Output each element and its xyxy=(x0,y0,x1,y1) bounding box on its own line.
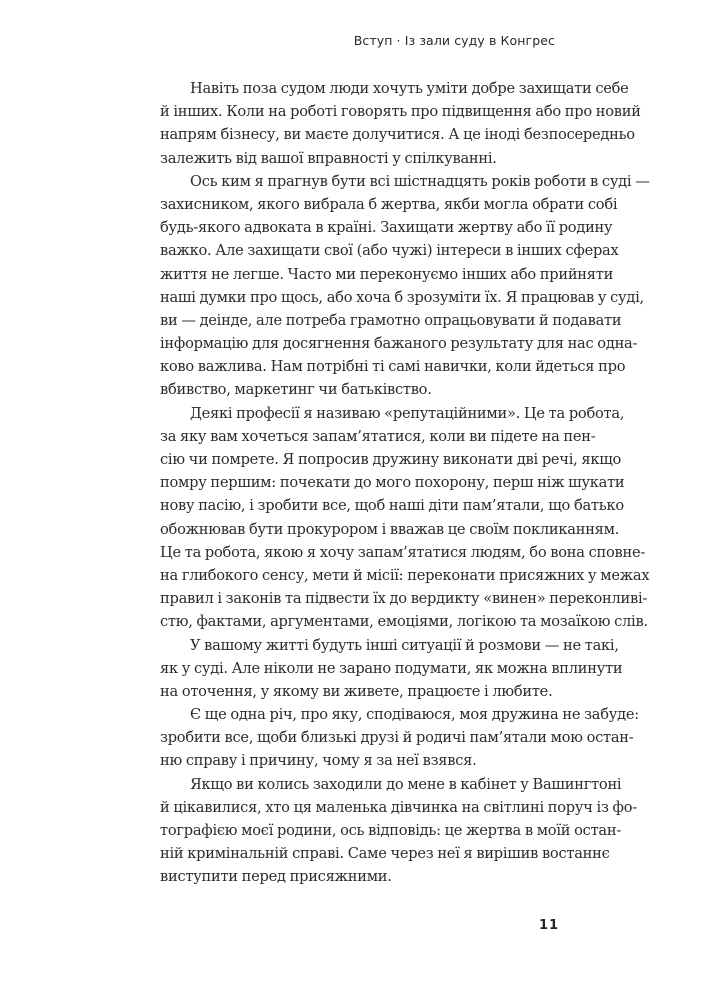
text-line: Це та робота, якою я хочу запам’ятатися людям, бо вона сповне- xyxy=(160,543,646,561)
text-line: нову пасію, і зробити все, щоб наші діти пам’ятали, що батько xyxy=(160,497,624,515)
text-line: ково важлива. Нам потрібні ті самі навички, коли йдеться про xyxy=(160,358,626,376)
paragraph xyxy=(160,170,650,402)
text-line: У вашому житті будуть інші ситуації й розмови — не такі, xyxy=(190,636,619,654)
paragraph xyxy=(160,703,639,773)
text-line: життя не легше. Часто ми переконуємо інших або прийняти xyxy=(160,265,614,283)
text-line: виступити перед присяжними. xyxy=(160,868,392,886)
text-line: Якщо ви колись заходили до мене в кабінет у Вашингтоні xyxy=(190,775,622,793)
text-line: помру першим: почекати до мого похорону, перш ніж шукати xyxy=(160,474,625,492)
paragraph xyxy=(160,773,637,889)
text-line: правил і законів та підвести їх до вердикту «винен» переконливі- xyxy=(160,590,648,608)
text-line: зробити все, щоби близькі друзі й родичі пам’ятали мою остан- xyxy=(160,729,634,747)
text-line: захисником, якого вибрала б жертва, якби могла обрати собі xyxy=(160,195,618,213)
text-line: за яку вам хочеться запам’ятатися, коли ви підете на пен- xyxy=(160,427,596,445)
text-line: обожнював бути прокурором і вважав це своїм покликанням. xyxy=(160,520,620,538)
text-line: Навіть поза судом люди хочуть уміти добре захищати себе xyxy=(190,80,629,97)
text-line: Ось ким я прагнув бути всі шістнадцять років роботи в суді — xyxy=(190,172,650,190)
text-line: залежить від вашої вправності у спілкуванні. xyxy=(160,149,497,167)
text-line: як у суді. Але ніколи не зарано подумати, як можна вплинути xyxy=(160,659,623,677)
paragraph xyxy=(160,77,641,170)
text-line: будь-якого адвоката в країні. Захищати жертву або її родину xyxy=(160,219,613,237)
text-line: напрям бізнесу, ви маєте долучитися. А це іноді безпосередньо xyxy=(160,126,635,144)
text-line: й цікавилися, хто ця маленька дівчинка на світлині поруч із фо- xyxy=(160,798,637,816)
text-line: Є ще одна річ, про яку, сподіваюся, моя дружина не забуде: xyxy=(190,706,639,724)
text-line: Деякі професії я називаю «репутаційними». Це та робота, xyxy=(190,404,625,422)
paragraph xyxy=(160,634,623,704)
text-line: на оточення, у якому ви живете, працюєте і любите. xyxy=(160,682,553,700)
body-text xyxy=(160,77,650,889)
text-line: ню справу і причину, чому я за неї взявся. xyxy=(160,752,477,770)
text-line: інформацію для досягнення бажаного результату для нас одна- xyxy=(160,335,638,353)
text-line: вбивство, маркетинг чи батьківство. xyxy=(160,381,432,399)
text-line: стю, фактами, аргументами, емоціями, логікою та мозаїкою слів. xyxy=(160,613,648,631)
text-line: ній кримінальній справі. Саме через неї я вирішив востаннє xyxy=(160,845,610,863)
running-head: Вступ · Із зали суду в Конгрес xyxy=(353,33,555,48)
text-line: сію чи помрете. Я попросив дружину виконати дві речі, якщо xyxy=(160,451,622,468)
text-line: на глибокого сенсу, мети й місії: переконати присяжних у межах xyxy=(160,566,650,584)
text-line: важко. Але захищати свої (або чужі) інтереси в інших сферах xyxy=(160,242,619,260)
page-number: 11 xyxy=(539,918,560,933)
text-line: й інших. Коли на роботі говорять про підвищення або про новий xyxy=(160,103,641,121)
text-line: тографією моєї родини, ось відповідь: це жертва в моїй остан- xyxy=(160,822,622,839)
text-line: ви — деінде, але потреба грамотно опрацьовувати й подавати xyxy=(160,311,622,329)
text-line: наші думки про щось, або хоча б зрозуміти їх. Я працював у суді, xyxy=(160,288,644,306)
paragraph xyxy=(160,402,650,634)
